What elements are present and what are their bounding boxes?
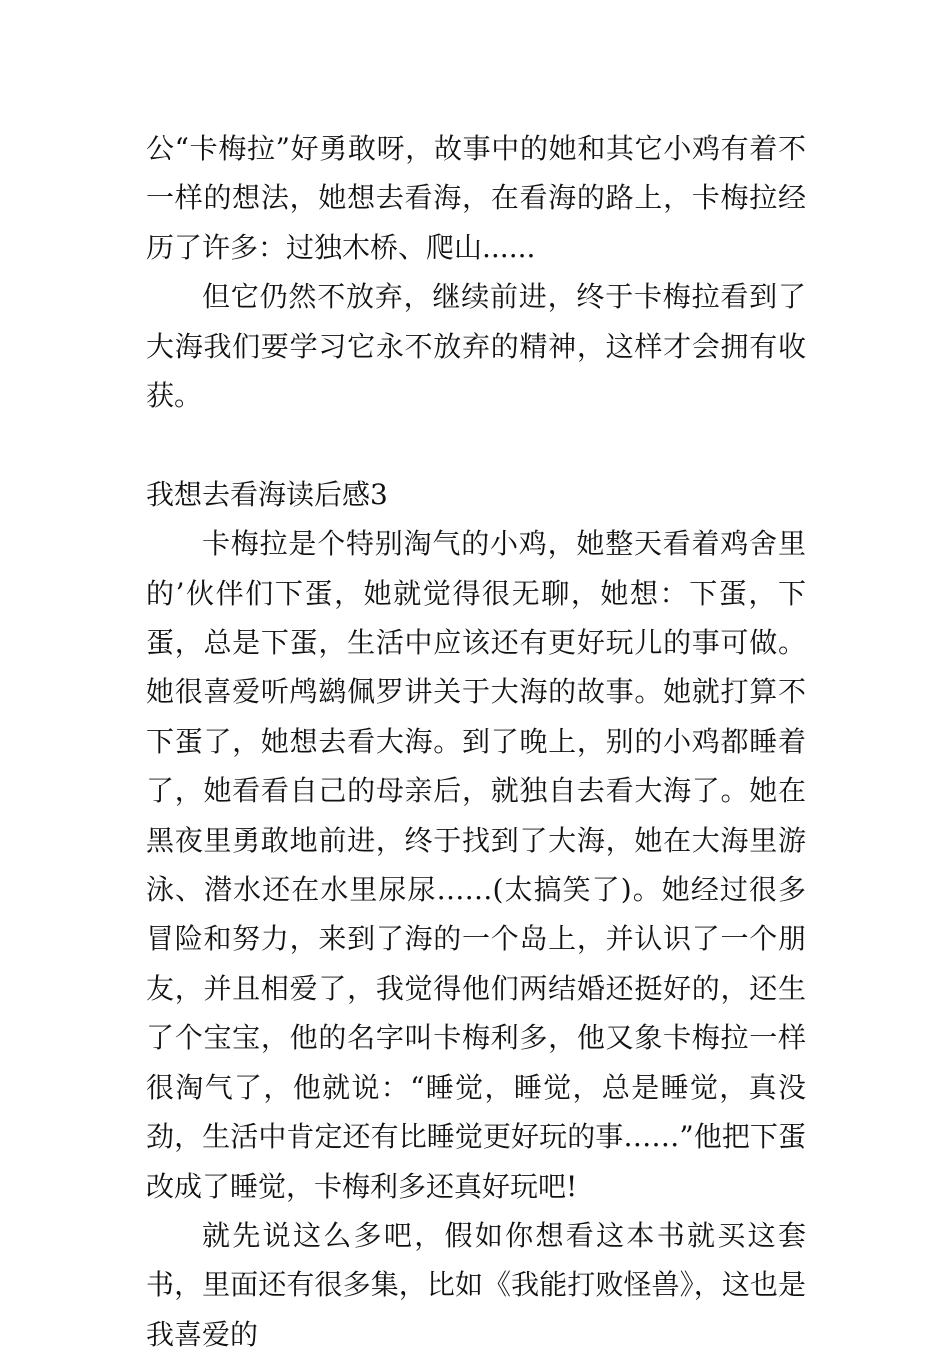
document-body	[146, 124, 806, 1359]
blank-line	[146, 420, 806, 469]
paragraph-recommendation: 就先说这么多吧，假如你想看这本书就买这套书，里面还有很多集，比如《我能打败怪兽》，这也是我喜爱的	[146, 1218, 806, 1351]
section-heading: 我想去看海读后感3	[146, 477, 388, 511]
paragraph-story-summary: 卡梅拉是个特别淘气的小鸡，她整天看着鸡舍里的’伙伴们下蛋，她就觉得很无聊，她想：下蛋，下蛋，总是下蛋，生活中应该还有更好玩儿的事可做。她很喜爱听鸬鹚佩罗讲关于大海的故事。她就打算不下蛋了，她想去看大海。到了晚上，别的小鸡都睡着了，她看看自己的母亲后，就独自去看大海了。她在黑夜里勇敢地前进，终于找到了大海，她在大海里游泳、潜水还在水里尿尿……(太搞笑了)。她经过很多冒险和努力，来到了海的一个岛上，并认识了一个朋友，并且相爱了，我觉得他们两结婚还挺好的，还生了个宝宝，他的名字叫卡梅利多，他又象卡梅拉一样很淘气了，他就说：“睡觉，睡觉，总是睡觉，真没劲，生活中肯定还有比睡觉更好玩的事……”他把下蛋改成了睡觉，卡梅利多还真好玩吧!	[146, 527, 806, 1203]
paragraph-perseverance: 但它仍然不放弃，继续前进，终于卡梅拉看到了大海我们要学习它永不放弃的精神，这样才会拥有收获。	[146, 280, 806, 413]
paragraph-continuation: 公“卡梅拉”好勇敢呀，故事中的她和其它小鸡有着不一样的想法，她想去看海，在看海的路上，卡梅拉经历了许多：过独木桥、爬山......	[146, 132, 806, 264]
